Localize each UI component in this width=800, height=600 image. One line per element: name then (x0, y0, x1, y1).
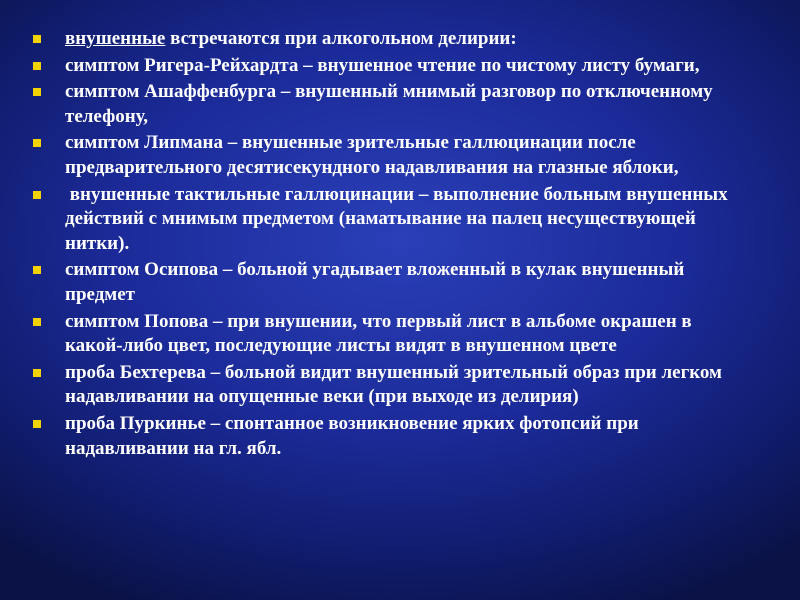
square-bullet-icon (33, 318, 41, 326)
square-bullet-icon (33, 62, 41, 70)
square-bullet-icon (33, 266, 41, 274)
list-item-text: проба Бехтерева – больной видит внушенный зрительный образ при легком надавливании на опущенные веки (при выходе из делирия) (65, 361, 723, 408)
list-item (0, 27, 800, 52)
bullet-list (0, 27, 800, 463)
list-item-text: проба Пуркинье – спонтанное возникновение ярких фотопсий при надавливании на гл. ябл. (65, 412, 639, 459)
list-item (0, 54, 800, 79)
list-item-text (65, 27, 740, 52)
list-item-rest: встречаются при алкогольном делирии: (165, 28, 517, 49)
list-item (0, 310, 800, 359)
list-item-text: внушенные тактильные галлюцинации – выполнение больным внушенных действий с мнимым предметом (наматывание на палец несуществующей нитки). (65, 183, 733, 254)
underlined-term: внушенные (65, 28, 166, 49)
list-item-text: симптом Липмана – внушенные зрительные галлюцинации после предварительного десятисекундного надавливания на глазные яблоки, (65, 132, 679, 178)
square-bullet-icon (33, 35, 41, 43)
square-bullet-icon (33, 420, 41, 428)
list-item-text: симптом Осипова – больной угадывает вложенный в кулак внушенный предмет (65, 259, 685, 305)
list-item (0, 131, 800, 180)
list-item-text: симптом Ашаффенбурга – внушенный мнимый разговор по отключенному телефону, (65, 81, 713, 127)
list-item (0, 412, 800, 461)
list-item (0, 183, 800, 257)
list-item-text: симптом Попова – при внушении, что первый лист в альбоме окрашен в какой-либо цвет, последующие листы видят в внушенном цвете (65, 310, 692, 357)
list-item (0, 258, 800, 307)
list-item (0, 361, 800, 410)
list-item (0, 80, 800, 129)
square-bullet-icon (33, 139, 41, 147)
square-bullet-icon (33, 369, 41, 377)
square-bullet-icon (33, 88, 41, 96)
square-bullet-icon (33, 191, 41, 199)
list-item-text: симптом Ригера-Рейхардта – внушенное чтение по чистому листу бумаги, (65, 54, 700, 76)
